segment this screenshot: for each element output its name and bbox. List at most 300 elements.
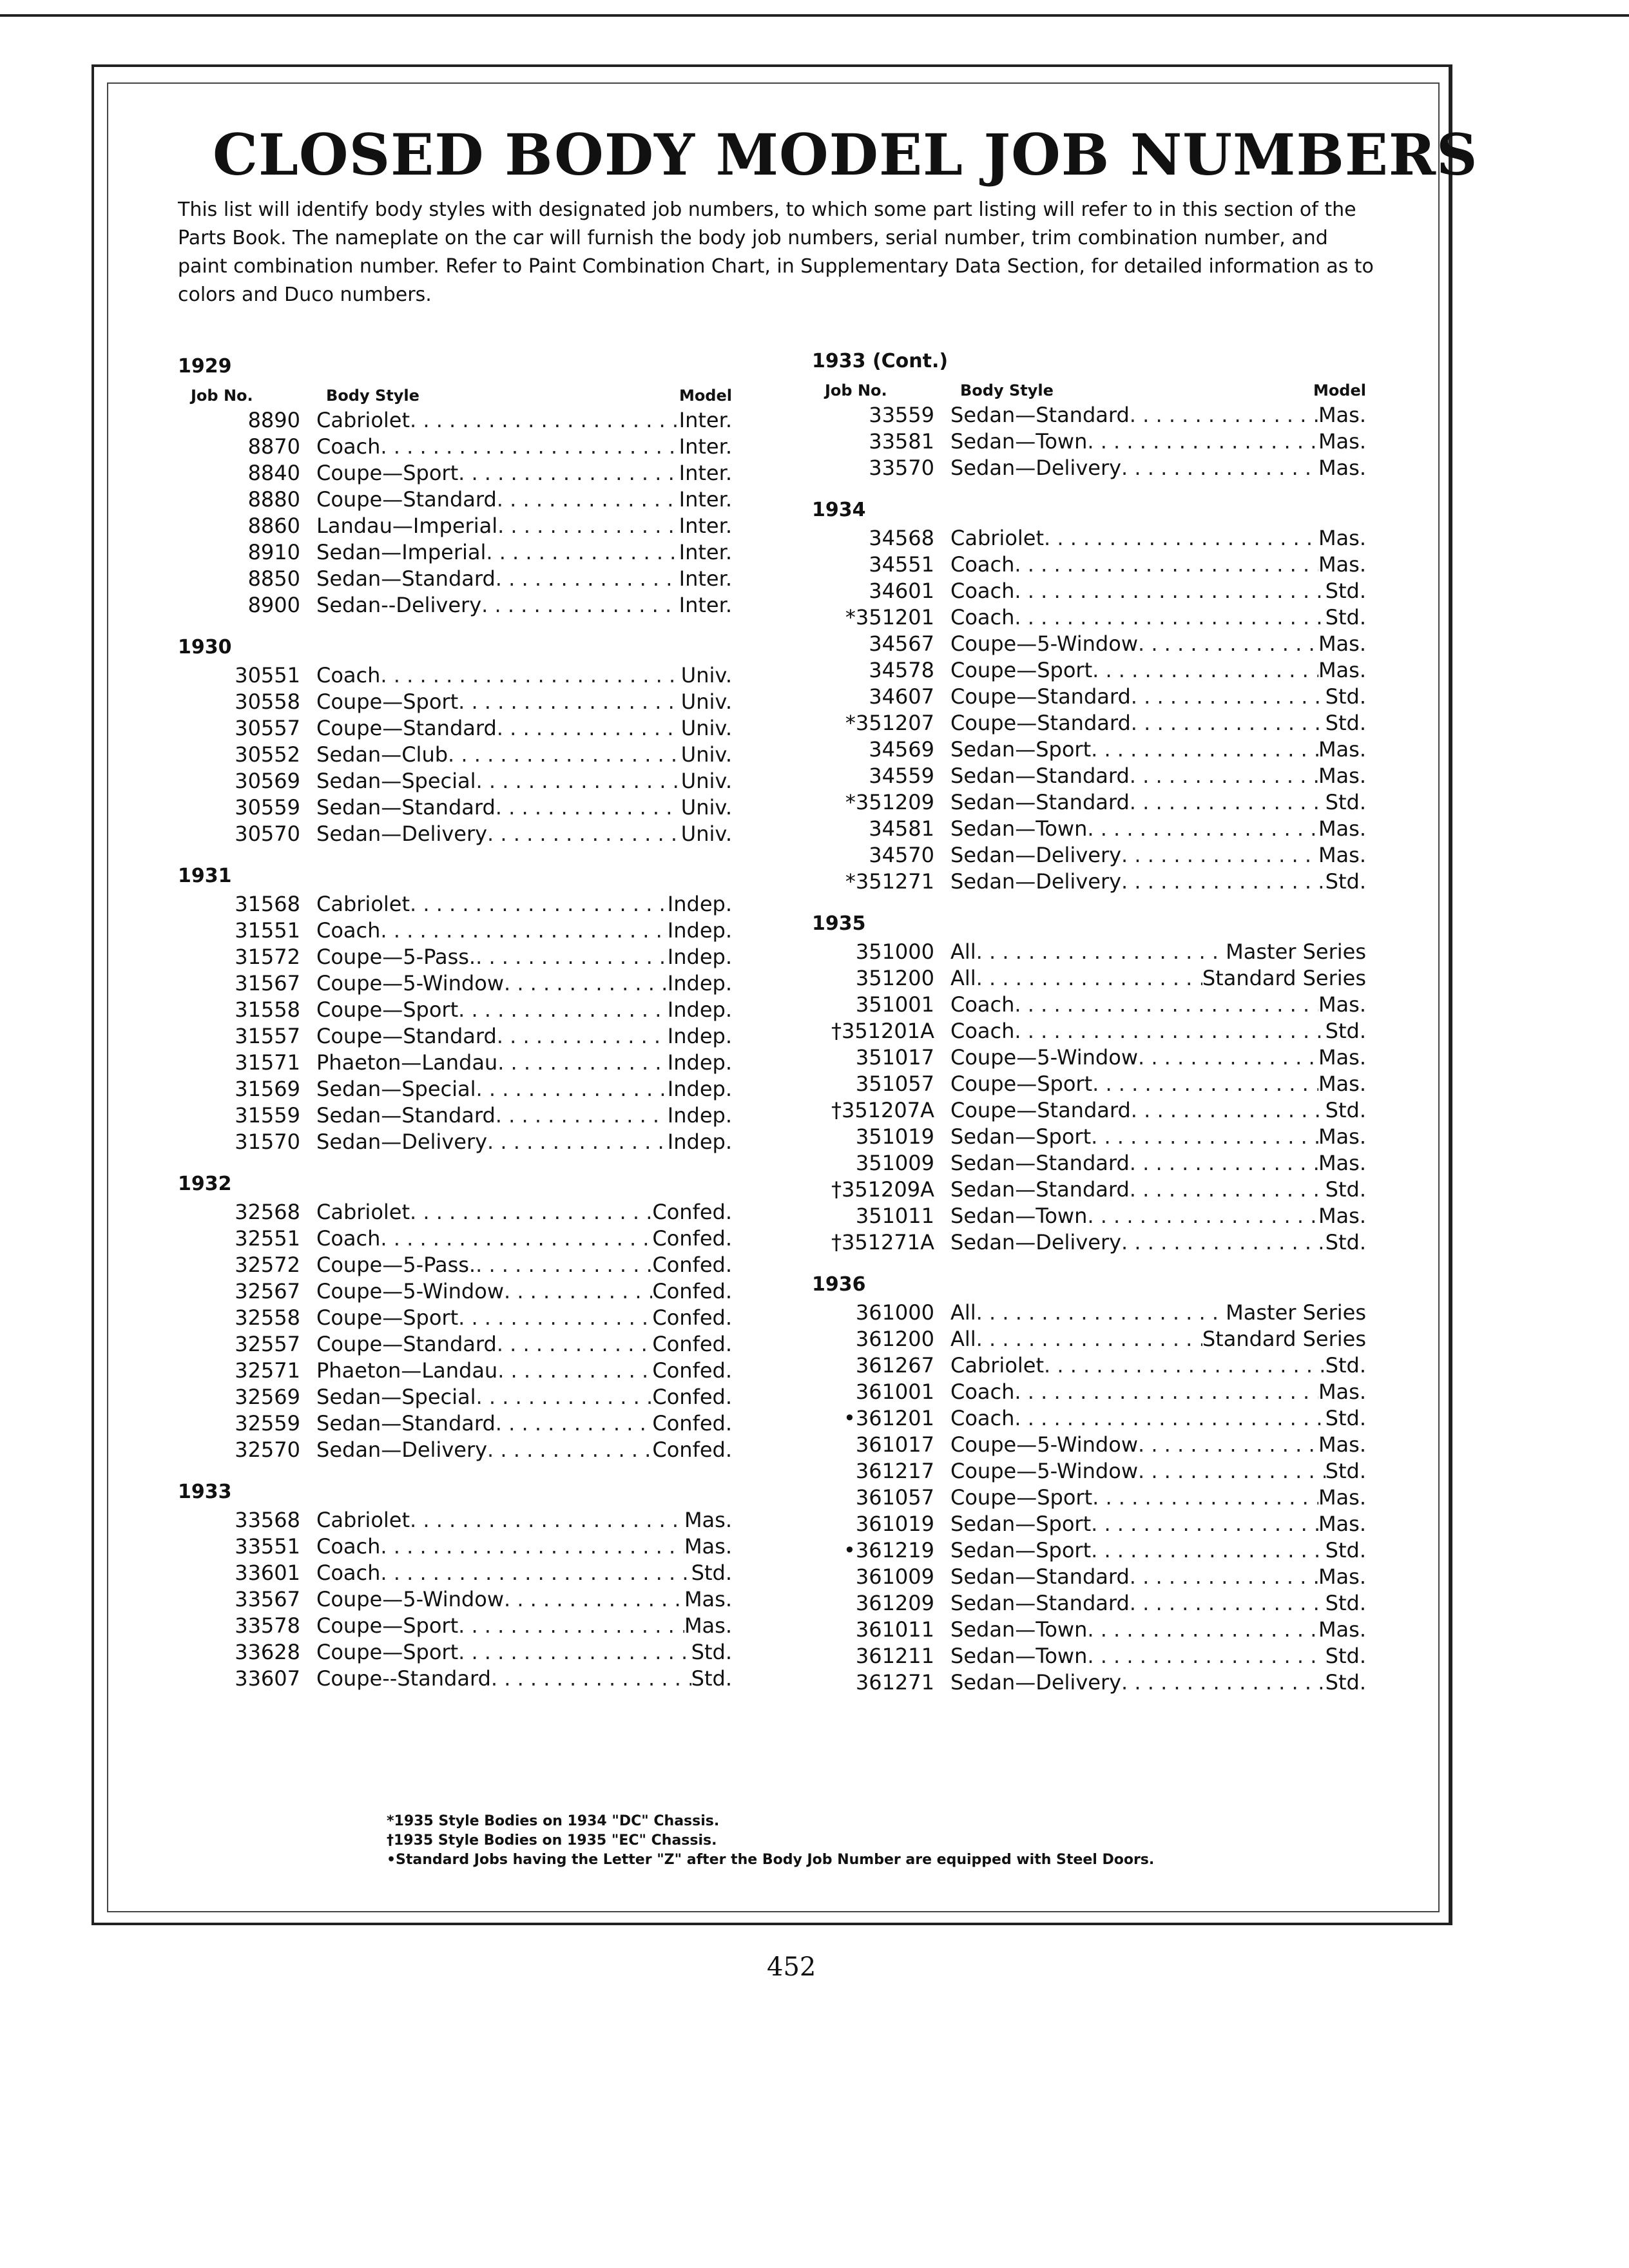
body-style: Coupe—Sport: [950, 1072, 1093, 1096]
table-row: [178, 944, 758, 970]
body-style-cell: [950, 684, 1366, 710]
dot-leader: [1130, 1564, 1318, 1590]
model-name: Std.: [1325, 1459, 1366, 1483]
job-number: 32571: [235, 1358, 300, 1383]
dot-leader: [458, 1305, 652, 1331]
model-name: Mas.: [1318, 1151, 1366, 1175]
model-name: Standard Series: [1202, 1327, 1366, 1351]
job-number: 8870: [247, 434, 300, 459]
dot-leader: [1014, 1379, 1318, 1405]
job-number: 8880: [247, 487, 300, 512]
table-row: [178, 1613, 758, 1639]
job-number: †351271A: [831, 1230, 934, 1254]
body-style: Coupe—Standard: [316, 1024, 497, 1048]
table-row: [812, 1124, 1392, 1150]
dot-leader: [1014, 552, 1318, 578]
table-row: [812, 763, 1392, 789]
model-name: Mas.: [1318, 658, 1366, 682]
body-style-cell: [316, 918, 732, 944]
model-name: Confed.: [652, 1279, 732, 1303]
body-style: Cabriolet: [950, 1353, 1045, 1378]
model-name: Std.: [1325, 1644, 1366, 1668]
dot-leader: [1138, 1432, 1318, 1458]
body-style-cell: [950, 1124, 1366, 1150]
body-style: Coupe—5-Pass.: [316, 945, 476, 969]
dot-leader: [1131, 1097, 1325, 1124]
model-name: Master Series: [1226, 1300, 1366, 1325]
body-style-cell: [316, 1252, 732, 1278]
body-style: Sedan—Special: [316, 1077, 476, 1101]
job-number: 8890: [247, 408, 300, 432]
body-style: Sedan—Sport: [950, 1538, 1092, 1562]
job-number: 32558: [235, 1305, 300, 1330]
dot-leader: [1092, 1485, 1318, 1511]
job-number: 34568: [869, 526, 934, 550]
body-style-cell: [316, 592, 732, 619]
body-style-cell: [316, 944, 732, 970]
body-style-cell: [316, 1639, 732, 1666]
body-style-cell: [316, 1533, 732, 1560]
model-name: Mas.: [684, 1508, 732, 1532]
job-number: 32569: [235, 1385, 300, 1409]
job-number: 30559: [235, 795, 300, 820]
right-column: [812, 347, 1392, 1696]
dot-leader: [1092, 657, 1318, 684]
model-name: Mas.: [1318, 843, 1366, 867]
page-number: 452: [767, 1952, 816, 1982]
dot-leader: [504, 1586, 684, 1613]
body-style: Coach: [950, 605, 1015, 629]
column-headers: [812, 376, 1392, 402]
job-number: 34567: [869, 631, 934, 656]
dot-leader: [1130, 402, 1318, 428]
model-name: Mas.: [684, 1534, 732, 1559]
section-year: 1936: [812, 1273, 866, 1296]
job-number: 33607: [235, 1666, 300, 1691]
model-name: Inter.: [679, 487, 732, 512]
table-row: [178, 513, 758, 539]
dot-leader: [380, 1533, 684, 1560]
table-row: [178, 742, 758, 768]
body-style-cell: [950, 552, 1366, 578]
header-job-no: Job No.: [825, 381, 887, 399]
body-style: Sedan—Standard: [316, 795, 496, 820]
table-row: [812, 1097, 1392, 1124]
job-number: 33551: [235, 1534, 300, 1559]
dot-leader: [1121, 1669, 1325, 1696]
model-name: Mas.: [1318, 526, 1366, 550]
job-number: *351207: [845, 711, 934, 735]
model-name: Confed.: [652, 1226, 732, 1251]
job-number: 32570: [235, 1437, 300, 1462]
job-number: 33559: [869, 403, 934, 427]
header-body-style: Body Style: [326, 387, 419, 405]
dot-leader: [1014, 992, 1318, 1018]
body-style-cell: [950, 631, 1366, 657]
model-name: Std.: [1325, 1353, 1366, 1378]
table-row: [812, 1564, 1392, 1590]
body-style: Coach: [950, 579, 1015, 603]
body-style: Coach: [316, 1534, 381, 1559]
table-row: [812, 631, 1392, 657]
body-style: Sedan—Town: [950, 1617, 1088, 1642]
body-style-cell: [950, 1044, 1366, 1071]
body-style: Sedan—Standard: [316, 1103, 496, 1128]
dot-leader: [410, 1507, 684, 1533]
table-row: [178, 1358, 758, 1384]
job-number: 361217: [855, 1459, 934, 1483]
job-number: 351009: [855, 1151, 934, 1175]
job-number: 361267: [855, 1353, 934, 1378]
job-number: 33567: [235, 1587, 300, 1611]
table-row: [178, 1305, 758, 1331]
body-style: Cabriolet: [950, 526, 1045, 550]
dot-leader: [1131, 710, 1325, 736]
model-name: Inter.: [679, 566, 732, 591]
job-number: 32572: [235, 1253, 300, 1277]
job-number: 361001: [855, 1379, 934, 1404]
body-style: Sedan—Standard: [950, 790, 1130, 814]
dot-leader: [1087, 1643, 1325, 1669]
body-style: Sedan—Imperial: [316, 540, 487, 564]
table-row: [812, 736, 1392, 763]
dot-leader: [458, 689, 681, 715]
table-row: [812, 1326, 1392, 1352]
body-style: Sedan—Town: [950, 816, 1088, 841]
model-name: Mas.: [1318, 1379, 1366, 1404]
body-style: Coach: [316, 1561, 381, 1585]
body-style: Coupe—5-Window: [316, 1279, 504, 1303]
job-number: 31557: [235, 1024, 300, 1048]
table-row: [178, 1076, 758, 1102]
job-number: 32557: [235, 1332, 300, 1356]
job-number: 33601: [235, 1561, 300, 1585]
table-row: [812, 842, 1392, 869]
table-row: [812, 1018, 1392, 1044]
body-style: Coupe—Sport: [950, 658, 1093, 682]
body-style: Cabriolet: [316, 1200, 410, 1224]
body-style-cell: [316, 434, 732, 460]
table-row: [812, 1405, 1392, 1432]
job-number: *351209: [845, 790, 934, 814]
model-name: Standard Series: [1202, 966, 1366, 990]
body-style: Coach: [316, 1226, 381, 1251]
dot-leader: [1121, 1229, 1325, 1256]
body-style: Sedan—Sport: [950, 737, 1092, 762]
dot-leader: [1087, 1617, 1318, 1643]
model-name: Std.: [1325, 1406, 1366, 1430]
dot-leader: [410, 407, 679, 434]
body-style-cell: [316, 539, 732, 566]
job-number: 31569: [235, 1077, 300, 1101]
body-style-cell: [316, 1666, 732, 1692]
body-style: Phaeton—Landau: [316, 1050, 498, 1075]
model-name: Std.: [691, 1640, 732, 1664]
body-style-cell: [316, 1507, 732, 1533]
model-name: Mas.: [1318, 1564, 1366, 1589]
model-name: Confed.: [652, 1200, 732, 1224]
dot-leader: [1121, 842, 1318, 869]
job-number: 33628: [235, 1640, 300, 1664]
job-number: †351207A: [831, 1098, 934, 1122]
body-style: Sedan—Town: [950, 429, 1088, 454]
body-style: Cabriolet: [316, 1508, 410, 1532]
dot-leader: [1014, 1405, 1325, 1432]
body-style-cell: [950, 965, 1366, 992]
body-style-cell: [316, 566, 732, 592]
job-number: 351019: [855, 1124, 934, 1149]
table-row: [178, 1560, 758, 1586]
job-number: 34578: [869, 658, 934, 682]
footnote-steel-doors: •Standard Jobs having the Letter "Z" after the Body Job Number are equipped with Steel Doors.: [387, 1852, 1155, 1868]
dot-leader: [1121, 455, 1318, 481]
body-style: Coach: [950, 552, 1015, 577]
body-style: Sedan—Standard: [950, 1151, 1130, 1175]
body-style: Sedan—Delivery: [316, 1129, 488, 1154]
dot-leader: [458, 1639, 691, 1666]
body-style: Sedan—Sport: [950, 1512, 1092, 1536]
table-row: [812, 1590, 1392, 1617]
model-name: Confed.: [652, 1437, 732, 1462]
page-title: CLOSED BODY MODEL JOB NUMBERS: [213, 121, 1478, 188]
body-style: Sedan—Standard: [950, 1177, 1130, 1202]
job-number: †351201A: [831, 1019, 934, 1043]
table-row: [812, 992, 1392, 1018]
dot-leader: [491, 1666, 691, 1692]
model-name: Inter.: [679, 434, 732, 459]
dot-leader: [476, 1076, 668, 1102]
job-number: 361211: [855, 1644, 934, 1668]
model-name: Std.: [1325, 1098, 1366, 1122]
model-name: Mas.: [684, 1613, 732, 1638]
table-row: [812, 684, 1392, 710]
job-number: 31551: [235, 918, 300, 943]
dot-leader: [976, 939, 1226, 965]
body-style-cell: [316, 891, 732, 918]
footnote-ec-chassis: †1935 Style Bodies on 1935 "EC" Chassis.: [387, 1832, 717, 1849]
model-name: Mas.: [1318, 816, 1366, 841]
model-name: Confed.: [652, 1332, 732, 1356]
table-row: [812, 428, 1392, 455]
model-name: Inter.: [679, 408, 732, 432]
job-number: 33568: [235, 1508, 300, 1532]
body-style: Sedan—Standard: [950, 1591, 1130, 1615]
body-style-cell: [950, 736, 1366, 763]
dot-leader: [497, 1331, 653, 1358]
model-name: Indep.: [667, 892, 732, 916]
model-name: Indep.: [667, 971, 732, 995]
job-number: 31568: [235, 892, 300, 916]
table-row: [812, 1177, 1392, 1203]
dot-leader: [496, 566, 679, 592]
job-number: 34581: [869, 816, 934, 841]
dot-leader: [1138, 631, 1318, 657]
model-name: Std.: [1325, 579, 1366, 603]
body-style: Sedan—Standard: [950, 403, 1130, 427]
table-row: [812, 552, 1392, 578]
body-style: Coupe—5-Pass.: [316, 1253, 476, 1277]
dot-leader: [476, 768, 681, 794]
body-style-cell: [950, 525, 1366, 552]
dot-leader: [1087, 1203, 1318, 1229]
dot-leader: [1130, 1150, 1318, 1177]
model-name: Std.: [1325, 684, 1366, 709]
body-style-cell: [950, 1405, 1366, 1432]
dot-leader: [1130, 1590, 1325, 1617]
body-style: Sedan—Delivery: [316, 1437, 488, 1462]
body-style-cell: [950, 1177, 1366, 1203]
dot-leader: [497, 1358, 652, 1384]
table-row: [812, 965, 1392, 992]
body-style: Coupe—Sport: [316, 1305, 459, 1330]
body-style-cell: [316, 1023, 732, 1050]
table-row: [812, 455, 1392, 481]
body-style: Sedan—Delivery: [950, 1670, 1122, 1695]
header-job-no: Job No.: [191, 387, 253, 405]
job-number: 34569: [869, 737, 934, 762]
body-style-cell: [950, 1229, 1366, 1256]
table-row: [178, 1586, 758, 1613]
body-style-cell: [950, 1458, 1366, 1485]
body-style: Coupe—Standard: [950, 711, 1131, 735]
job-number: 30551: [235, 663, 300, 687]
job-number: 8900: [247, 593, 300, 617]
table-row: [178, 539, 758, 566]
model-name: Mas.: [1318, 1072, 1366, 1096]
body-style-cell: [316, 1331, 732, 1358]
job-number: 351057: [855, 1072, 934, 1096]
job-number: 8910: [247, 540, 300, 564]
model-name: Confed.: [652, 1253, 732, 1277]
dot-leader: [487, 1129, 668, 1155]
body-style: Coach: [316, 918, 381, 943]
model-name: Std.: [691, 1561, 732, 1585]
body-style: Coupe—5-Window: [950, 1045, 1138, 1070]
section-year: 1929: [178, 355, 232, 378]
table-row: [178, 1384, 758, 1410]
dot-leader: [976, 965, 1202, 992]
job-number: 361000: [855, 1300, 934, 1325]
job-number: 361209: [855, 1591, 934, 1615]
model-name: Inter.: [679, 540, 732, 564]
job-number: 34601: [869, 579, 934, 603]
dot-leader: [1087, 428, 1318, 455]
model-name: Mas.: [1318, 764, 1366, 788]
table-row: [178, 592, 758, 619]
body-style: Sedan—Delivery: [950, 843, 1122, 867]
table-row: [178, 918, 758, 944]
body-style: Coach: [316, 663, 381, 687]
body-style-cell: [950, 1432, 1366, 1458]
job-number: 32567: [235, 1279, 300, 1303]
table-row: [812, 1203, 1392, 1229]
job-number: 361019: [855, 1512, 934, 1536]
model-name: Indep.: [667, 997, 732, 1022]
table-row: [178, 768, 758, 794]
dot-leader: [497, 1023, 668, 1050]
body-style: Coupe—5-Window: [950, 1459, 1138, 1483]
table-row: [812, 1300, 1392, 1326]
table-row: [178, 1639, 758, 1666]
body-style-cell: [950, 1300, 1366, 1326]
body-style: Sedan—Town: [950, 1644, 1088, 1668]
job-number: 31572: [235, 945, 300, 969]
body-style-cell: [950, 1511, 1366, 1537]
body-style: Sedan—Delivery: [950, 1230, 1122, 1254]
job-number: 8860: [247, 514, 300, 538]
body-style-cell: [950, 1352, 1366, 1379]
body-style-cell: [950, 710, 1366, 736]
body-style: Sedan—Sport: [950, 1124, 1092, 1149]
model-name: Mas.: [1318, 631, 1366, 656]
model-name: Univ.: [680, 769, 732, 793]
body-style-cell: [950, 1071, 1366, 1097]
body-style: Sedan—Delivery: [316, 822, 488, 846]
body-style: Sedan—Special: [316, 1385, 476, 1409]
model-name: Indep.: [667, 1024, 732, 1048]
dot-leader: [1138, 1458, 1325, 1485]
table-row: [178, 891, 758, 918]
body-style: Coupe--Standard: [316, 1666, 491, 1691]
model-name: Indep.: [667, 1103, 732, 1128]
table-row: [812, 1229, 1392, 1256]
table-row: [812, 869, 1392, 895]
dot-leader: [448, 742, 681, 768]
job-number: 34559: [869, 764, 934, 788]
body-style-cell: [316, 1225, 732, 1252]
table-row: [178, 460, 758, 486]
table-row: [812, 1071, 1392, 1097]
model-name: Mas.: [1318, 1617, 1366, 1642]
dot-leader: [1044, 1352, 1325, 1379]
dot-leader: [487, 1437, 652, 1463]
table-row: [178, 434, 758, 460]
job-number: †351209A: [831, 1177, 934, 1202]
footnote-dc-chassis: *1935 Style Bodies on 1934 "DC" Chassis.: [387, 1813, 720, 1829]
job-number: 30557: [235, 716, 300, 740]
model-name: Indep.: [667, 1129, 732, 1154]
dot-leader: [458, 997, 668, 1023]
job-number: 351017: [855, 1045, 934, 1070]
model-name: Std.: [1325, 605, 1366, 629]
body-style-cell: [316, 1050, 732, 1076]
body-style-cell: [950, 455, 1366, 481]
model-name: Std.: [1325, 1230, 1366, 1254]
job-number: 34607: [869, 684, 934, 709]
body-style-cell: [950, 763, 1366, 789]
table-row: [178, 1331, 758, 1358]
dot-leader: [380, 662, 680, 689]
job-number: 31559: [235, 1103, 300, 1128]
model-name: Mas.: [1318, 1124, 1366, 1149]
table-row: [178, 662, 758, 689]
header-model: Model: [1313, 381, 1366, 399]
body-style-cell: [316, 1410, 732, 1437]
dot-leader: [497, 486, 679, 513]
body-style-cell: [950, 1379, 1366, 1405]
section-year: 1933: [178, 1481, 232, 1503]
model-name: Univ.: [680, 742, 732, 767]
table-row: [178, 566, 758, 592]
dot-leader: [410, 1199, 652, 1225]
dot-leader: [1014, 1018, 1325, 1044]
body-style-cell: [950, 869, 1366, 895]
body-style: Sedan—Town: [950, 1204, 1088, 1228]
body-style: Sedan—Delivery: [950, 456, 1122, 480]
table-row: [178, 821, 758, 847]
job-number: 32568: [235, 1200, 300, 1224]
dot-leader: [486, 539, 679, 566]
